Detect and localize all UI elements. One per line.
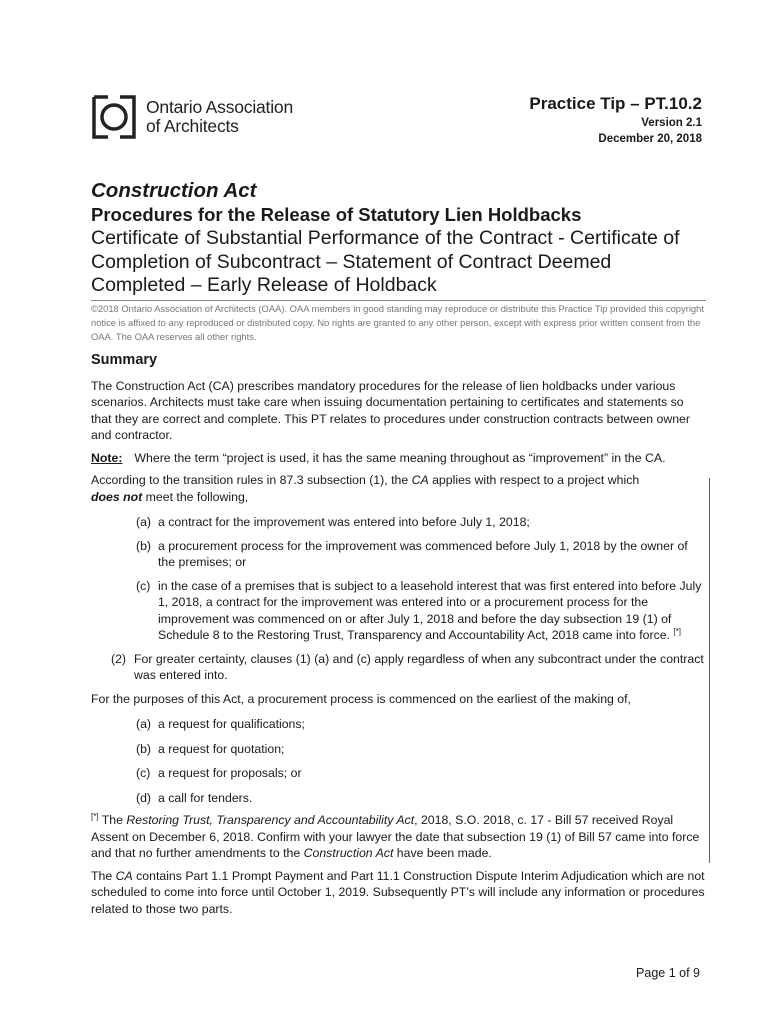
list-text: a procurement process for the improvement was commenced before July 1, 2018 by the owner of the premises; or: [158, 538, 688, 569]
list-text: [158, 578, 706, 644]
logo-line-1: Ontario Association: [146, 97, 293, 117]
act-title: Restoring Trust, Transparency and Accountability Act: [126, 813, 415, 827]
text-run: The: [98, 813, 127, 827]
list-marker: (c): [136, 766, 151, 780]
text-run: applies with respect to a project which: [428, 473, 640, 487]
logo-text: [146, 98, 293, 136]
list-text: a request for quotation;: [158, 741, 285, 756]
summary-heading: Summary: [91, 352, 158, 368]
list-item: [91, 790, 706, 807]
footnote: [91, 812, 706, 862]
list-marker: (a): [136, 717, 152, 731]
list-marker: (b): [136, 538, 152, 553]
list-item: [91, 716, 706, 733]
list-text-run: in the case of a premises that is subject to a leasehold interest that was first entered into before July 1, 2018, a contract for the improvement was entered into or a procurement process for the improvement was commenced on or after July 1, 2018 and before the day subsection 19 (1) of Schedule 8 to the Restoring Trust, Transparency and Accountability Act, 2018 came into force.: [158, 578, 702, 642]
doc-title: Construction Act: [91, 179, 257, 202]
list-marker: (c): [136, 578, 151, 593]
ca-italic: CA: [411, 473, 429, 487]
list-item: [91, 514, 706, 531]
page-number: Page 1 of 9: [636, 966, 700, 980]
document-header: [529, 93, 702, 147]
divider: [91, 300, 706, 301]
summary-paragraph: The Construction Act (CA) prescribes mandatory procedures for the release of lien holdbacks under various scenarios. Architects must take care when issuing documentation pertaining to certificates and statements so that they are correct and complete. This PT relates to procedures under construction contracts between owner and contractor.: [91, 378, 690, 442]
text-run: have been made.: [393, 846, 492, 860]
footnote-ref: [*]: [673, 626, 681, 636]
note-text: Where the term “project is used, it has the same meaning throughout as “improvement” in the CA.: [134, 450, 666, 465]
version: Version 2.1: [641, 117, 702, 129]
footnote-mark: [*]: [91, 811, 99, 821]
note-paragraph: [91, 450, 706, 467]
ca-italic: CA: [115, 868, 133, 883]
list-marker: (d): [136, 790, 152, 805]
text-run: The: [91, 868, 116, 883]
list-item: [91, 578, 706, 644]
list-item: [91, 538, 706, 571]
doc-subtitle: Procedures for the Release of Statutory Lien Holdbacks: [91, 204, 582, 225]
list-text: a request for proposals; or: [158, 766, 302, 780]
list-marker: (b): [136, 741, 152, 756]
document-body: [91, 352, 706, 923]
ca-italic: Construction Act: [303, 846, 394, 860]
oaa-logo-icon: [92, 95, 136, 139]
list-text: For greater certainty, clauses (1) (a) and (c) apply regardless of when any subcontract under the contract was entered into.: [134, 651, 704, 682]
text-run: contains Part 1.1 Prompt Payment and Part 11.1 Construction Dispute Interim Adjudication which are not scheduled to come into force until October 1, 2019. Subsequently PT’s will include any information or procedures related to those two parts.: [91, 868, 705, 916]
list-text: a contract for the improvement was entered into before July 1, 2018;: [158, 515, 530, 529]
list-text: a call for tenders.: [158, 790, 253, 805]
oaa-logo: [92, 95, 293, 139]
transition-paragraph: [91, 472, 706, 505]
text-run: meet the following,: [142, 489, 249, 504]
date: December 20, 2018: [598, 133, 702, 145]
title-block: [91, 178, 706, 344]
logo-line-2: of Architects: [146, 116, 239, 136]
list-marker: (2): [111, 651, 127, 666]
text-run: , 2018, S.O. 2018, c. 17 - Bill 57 received Royal Assent on December 6, 2018. Confirm with your lawyer the date that subsection 19 (1) of Bill 57 came into force and that no further amendments to the: [91, 813, 700, 860]
copyright-notice: ©2018 Ontario Association of Architects (OAA). OAA members in good standing may reproduce or distribute this Practice Tip provided this copyright notice is affixed to any reproduced or distributed copy. No rights are granted to any other person, except with express prior written consent from the OAA. The OAA reserves all other rights.: [91, 302, 704, 342]
list-marker: (a): [136, 515, 152, 529]
list-item: [91, 765, 706, 782]
text-run: According to the transition rules in 87.3 subsection (1), the: [91, 473, 412, 487]
note-label: Note:: [91, 450, 123, 465]
does-not-emphasis: does not: [91, 489, 143, 504]
doc-subheading: Certificate of Substantial Performance of the Contract - Certificate of Completion of Subcontract – Statement of Contract Deemed Completed – Early Release of Holdback: [91, 227, 680, 296]
list-item: [91, 651, 706, 684]
list-text: a request for qualifications;: [158, 717, 305, 731]
procurement-paragraph: For the purposes of this Act, a procurement process is commenced on the earliest of the making of,: [91, 691, 631, 706]
practice-tip-title: Practice Tip – PT.10.2: [529, 94, 702, 113]
change-bar: [709, 478, 710, 863]
list-item: [91, 741, 706, 758]
parts-paragraph: [91, 868, 706, 918]
